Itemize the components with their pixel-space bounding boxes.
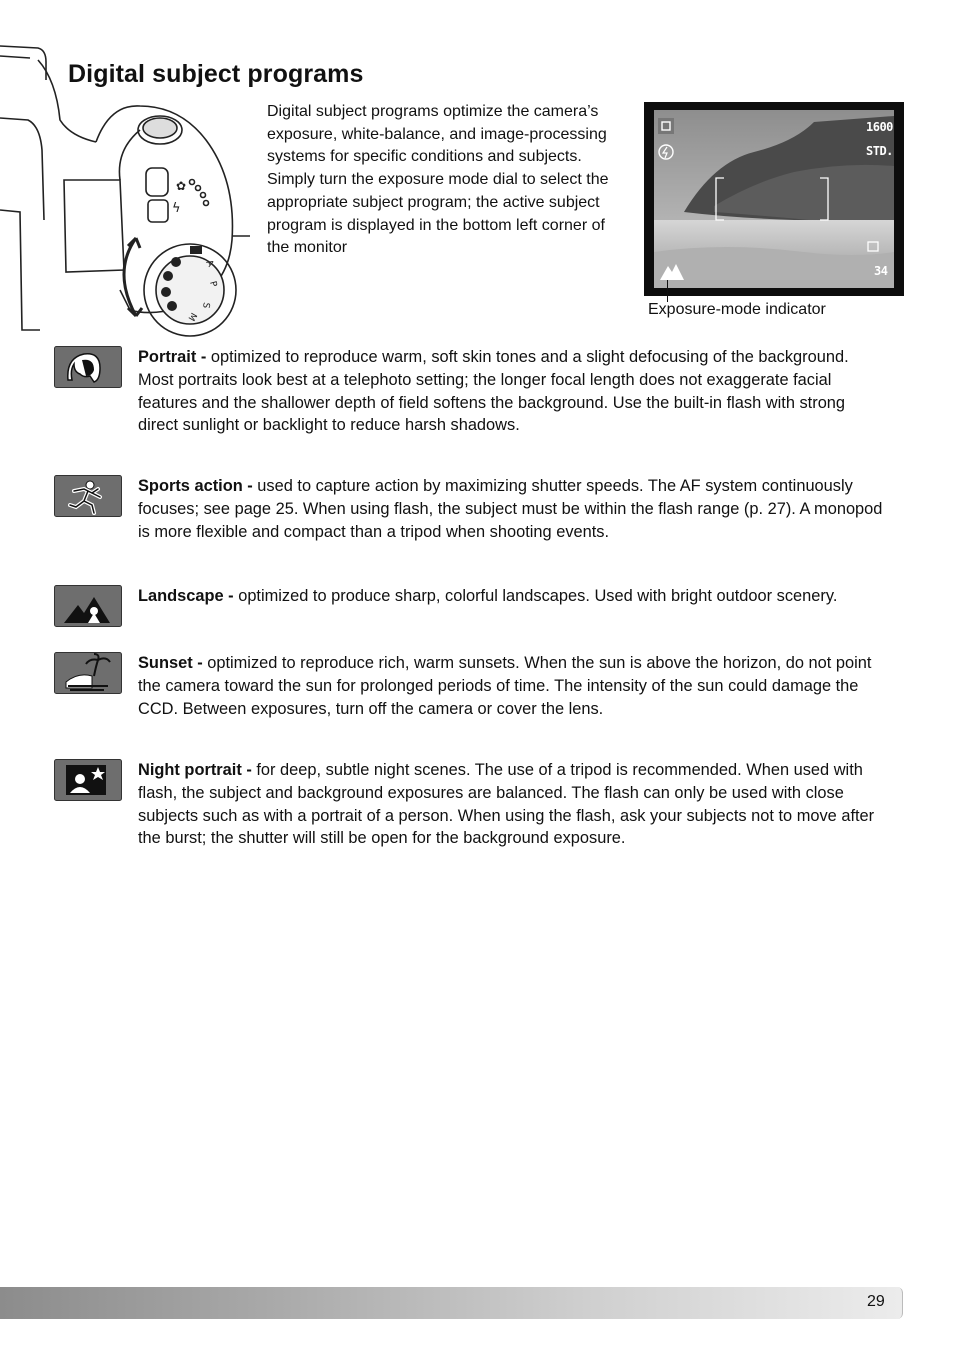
night-portrait-icon [54, 759, 122, 801]
quality-readout: STD. [866, 144, 893, 158]
intro-paragraph: Digital subject programs optimize the camera’s exposure, white-balance, and image-processing systems for specific conditions and subjects. Simply turn the exposure mode dial to select the appropriate subject program; the active subject program is displayed in the bottom left corner of the monitor [267, 103, 609, 257]
mode-name: Sports action - [138, 477, 258, 495]
page-number: 29 [867, 1293, 885, 1310]
iso-readout: 1600 [866, 120, 893, 134]
footer-edge [896, 1287, 903, 1319]
svg-text:ϟ: ϟ [172, 201, 181, 216]
monitor-caption: Exposure-mode indicator [648, 301, 826, 318]
mode-description: optimized to reproduce rich, warm sunsets. When the sun is above the horizon, do not point the camera toward the sun for prolonged periods of time. The intensity of the sun could damage the CCD. Between exposures, turn off the camera or cover the lens. [138, 654, 872, 718]
svg-text:✿: ✿ [176, 179, 187, 193]
mode-name: Sunset - [138, 654, 208, 672]
mode-name: Landscape - [138, 587, 239, 605]
mode-name: Night portrait - [138, 761, 257, 779]
monitor-display [644, 102, 904, 296]
mode-description: optimized to reproduce warm, soft skin tones and a slight defocusing of the background. Most portraits look best at a telephoto setting; the longer focal length does not exaggerate facial features and the shallower depth of field softens the background. Use the built-in flash with strong direct sunlight or backlight to reduce harsh shadows. [138, 348, 849, 435]
mode-description: for deep, subtle night scenes. The use of a tripod is recommended. When used with flash, the subject and background exposures are balanced. The flash can only be used with close subjects such as with a portrait of a person. When using the flash, ask your subjects not to move after the burst; the shutter will still be open for the background exposure. [138, 761, 875, 848]
svg-text:A: A [203, 258, 216, 269]
svg-text:P: P [207, 280, 219, 289]
mode-description: optimized to produce sharp, colorful landscapes. Used with bright outdoor scenery. [238, 587, 838, 605]
portrait-icon [54, 346, 122, 388]
mode-name: Portrait - [138, 348, 211, 366]
mode-description: used to capture action by maximizing shutter speeds. The AF system continuously focuses; see page 25. When using flash, the subject must be within the flash range (p. 27). A monopod is more flexible and compact than a tripod when shooting events. [138, 477, 883, 541]
page-title: Digital subject programs [68, 60, 364, 88]
footer-bar [0, 1287, 902, 1319]
frame-counter: 34 [874, 264, 888, 278]
svg-text:S: S [200, 301, 211, 309]
landscape-icon [54, 585, 122, 627]
svg-text:M: M [185, 310, 199, 323]
sports-action-icon [54, 475, 122, 517]
indicator-leader-line [667, 280, 668, 302]
sunset-icon [54, 652, 122, 694]
